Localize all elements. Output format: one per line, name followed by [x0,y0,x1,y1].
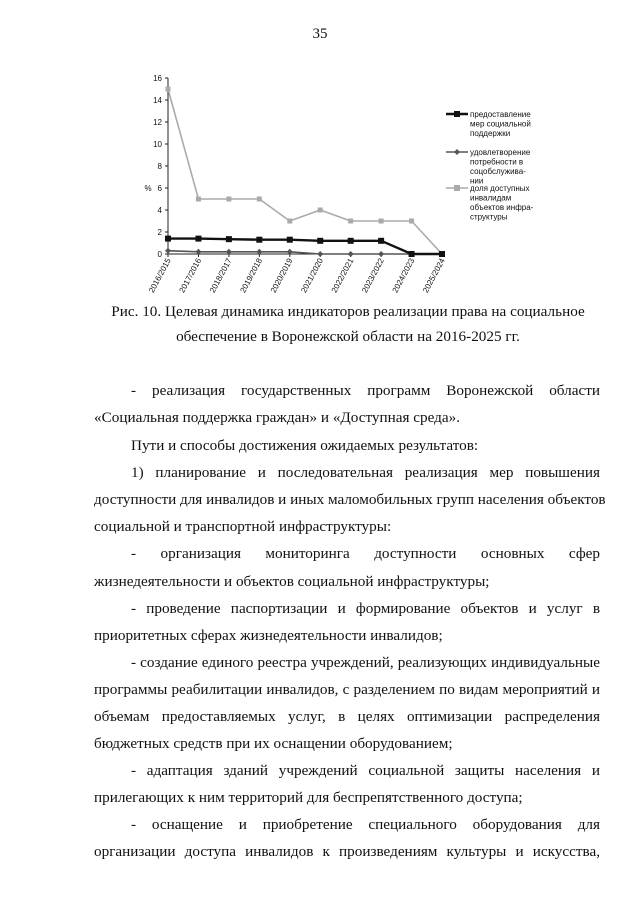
data-point [195,236,201,242]
body-line: организации доступа инвалидов к произведениям культуры и искусства, [94,843,600,860]
legend-label: мер социальной [470,119,531,129]
y-tick-label: 12 [153,118,162,127]
legend-label: структуры [470,212,508,222]
x-tick-label: 2017/2016 [177,256,204,295]
data-point [165,248,171,254]
body-line: жизнедеятельности и объектов социальной инфраструктуры; [94,573,490,590]
data-point [196,197,201,202]
body-line: прилегающих к ним территорий для беспрепятственного доступа; [94,789,523,806]
data-point [226,197,231,202]
legend-label: доля доступных [470,184,530,193]
data-point [165,236,171,242]
legend-label: объектов инфра- [470,203,534,212]
body-line: - создание единого реестра учреждений, реализующих индивидуальные [131,654,600,671]
x-tick-label: 2020/2019 [268,256,295,295]
figure-caption-line-2: обеспечение в Воронежской области на 2016-2025 гг. [176,328,520,345]
y-tick-label: 8 [157,162,162,171]
x-tick-label: 2016/2015 [147,256,173,295]
body-line: 1) планирование и последовательная реализация мер повышения [131,464,600,481]
body-line: - адаптация зданий учреждений социальной защиты населения и [131,762,600,779]
data-point [226,236,232,242]
body-line: приоритетных сферах жизнедеятельности инвалидов; [94,627,443,644]
legend-label: соцобслужива- [470,167,526,176]
body-line: «Социальная поддержка граждан» и «Доступная среда». [94,409,461,426]
y-tick-label: 14 [153,96,162,105]
figure-caption-line-1: Рис. 10. Целевая динамика индикаторов реализации права на социальное [111,303,585,320]
x-tick-label: 2024/2023 [390,256,417,295]
body-line: - организация мониторинга доступности основных сфер [131,545,600,562]
data-point [378,251,384,257]
x-tick-label: 2021/2020 [299,256,325,295]
data-point [379,219,384,224]
data-point [317,238,323,244]
x-tick-label: 2022/2021 [329,256,356,295]
data-point [439,251,445,257]
y-axis-label: % [144,184,152,193]
body-line: социальной и транспортной инфраструктуры: [94,518,392,535]
legend-label: предоставление [470,110,531,119]
y-tick-label: 10 [153,140,162,149]
legend-label: инвалидам [470,193,512,203]
legend-label: поддержки [470,129,511,138]
y-tick-label: 2 [157,228,162,237]
legend-label: удовлетворение [470,148,531,157]
data-point [348,251,354,257]
body-line: - реализация государственных программ Воронежской области [131,382,600,399]
data-point [317,251,323,257]
x-tick-label: 2018/2017 [207,256,234,295]
data-point [409,251,415,257]
data-point [287,237,293,243]
legend-swatch-marker [454,111,460,117]
y-tick-label: 16 [153,74,162,83]
x-tick-label: 2023/2022 [360,256,386,295]
data-point [287,219,292,224]
data-point [348,219,353,224]
body-line: - проведение паспортизации и формирование объектов и услуг в [131,600,600,617]
legend-swatch-marker [454,149,460,155]
line-chart [120,68,560,296]
data-point [318,208,323,213]
y-tick-label: 4 [157,206,162,215]
legend-label: нии [470,176,484,186]
body-line: Пути и способы достижения ожидаемых результатов: [131,437,479,454]
data-point [257,197,262,202]
y-tick-label: 0 [157,250,162,259]
series-line [168,89,442,254]
body-line: доступности для инвалидов и иных маломобильных групп населения объектов [94,491,606,508]
y-tick-label: 6 [157,184,162,193]
data-point [348,238,354,244]
x-tick-label: 2025/2024 [421,256,447,295]
data-point [409,219,414,224]
x-tick-label: 2019/2018 [238,256,265,295]
body-line: - оснащение и приобретение специального оборудования для [131,816,600,833]
legend-swatch-marker [454,185,460,191]
page-number: 35 [312,26,328,42]
data-point [166,87,171,92]
data-point [378,238,384,244]
body-line: программы реабилитации инвалидов, с разделением по видам мероприятий и [94,681,600,698]
data-point [256,237,262,243]
body-line: бюджетных средств при их оснащении оборудованием; [94,735,453,752]
legend-label: потребности в [470,157,524,167]
body-line: объемам предоставляемых услуг, в целях оптимизации распределения [94,708,600,725]
